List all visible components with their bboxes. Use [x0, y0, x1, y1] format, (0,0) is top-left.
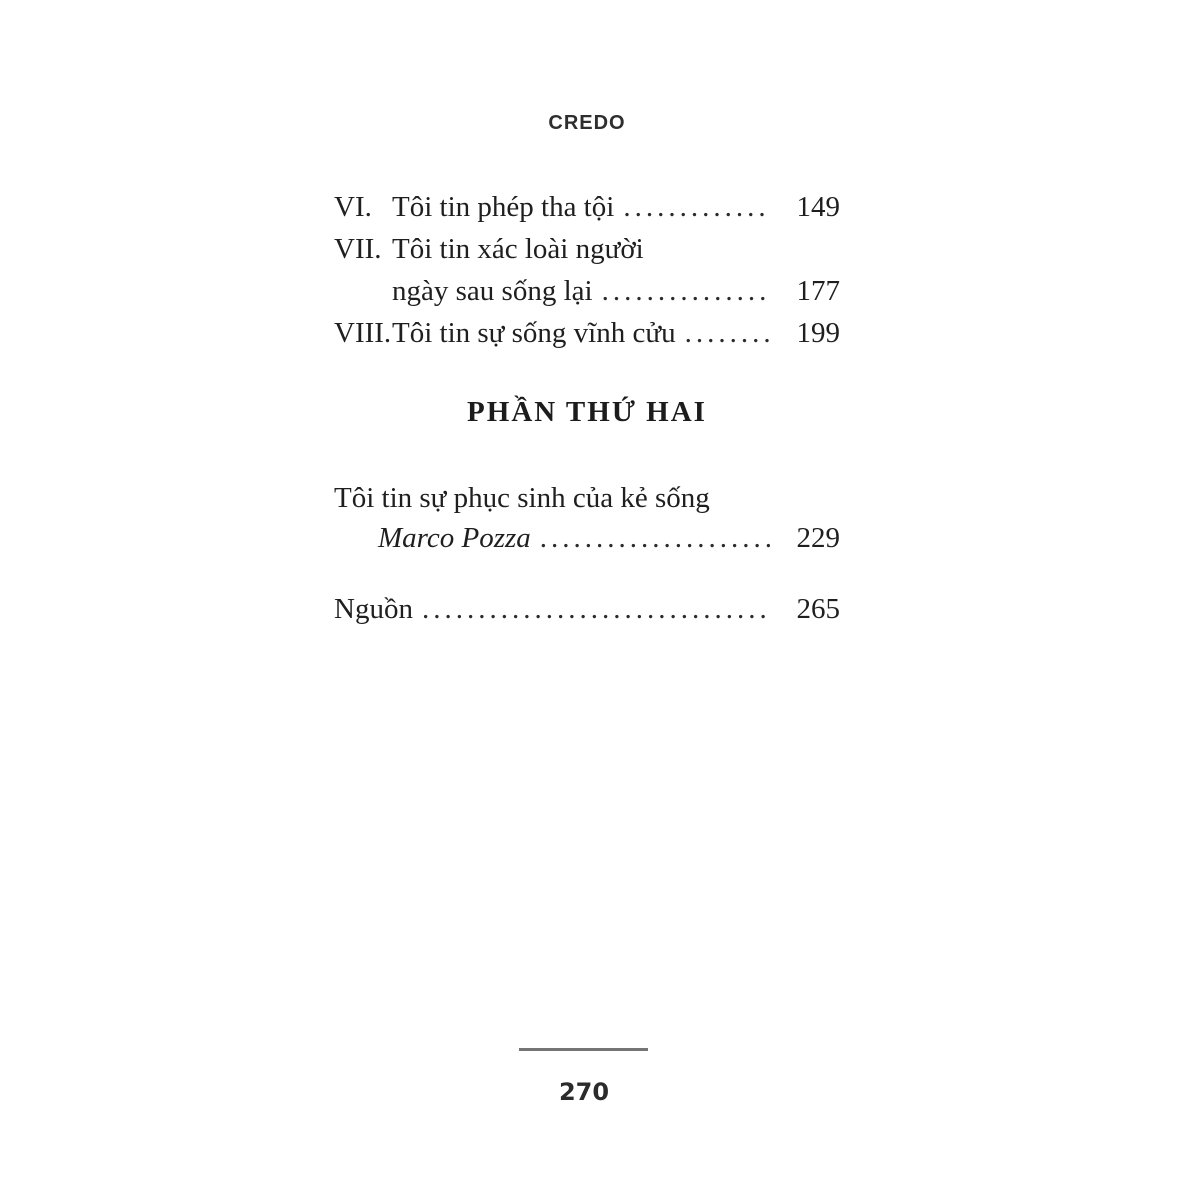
page-number: 270	[558, 1078, 610, 1106]
footer-rule	[519, 1048, 648, 1051]
toc-entry-title: Tôi tin sự phục sinh của kẻ sống	[334, 482, 710, 514]
toc-entry-title: Nguồn	[334, 593, 413, 625]
toc-entry	[334, 478, 840, 518]
dot-leader	[602, 270, 770, 312]
toc-entry-page-number: 149	[796, 191, 840, 223]
section-heading-part-two: PHẦN THỨ HAI	[467, 396, 707, 428]
toc-sources-list	[334, 588, 840, 630]
dot-leader	[540, 518, 770, 558]
toc-entry	[334, 312, 840, 354]
toc-entry-page-number: 265	[796, 593, 840, 625]
toc-entry-title: Tôi tin xác loài người	[392, 233, 644, 265]
running-header: CREDO	[548, 112, 626, 134]
dot-leader	[422, 588, 770, 630]
dot-leader	[623, 186, 770, 228]
toc-entry-numeral: VIII.	[334, 317, 392, 349]
toc-entry-continuation	[334, 270, 840, 312]
toc-entry-author-line	[334, 518, 840, 558]
toc-entry	[334, 186, 840, 228]
toc-entry-page-number: 177	[796, 275, 840, 307]
toc-entry	[334, 228, 840, 270]
toc-entry-title: Tôi tin phép tha tội	[392, 191, 615, 223]
toc-entry-numeral: VI.	[334, 191, 372, 223]
dot-leader	[685, 312, 770, 354]
toc-entry-title-line2: ngày sau sống lại	[392, 275, 593, 307]
toc-entry-author: Marco Pozza	[378, 522, 531, 554]
toc-part2-list	[334, 478, 840, 558]
toc-entry-title: Tôi tin sự sống vĩnh cửu	[392, 317, 676, 349]
toc-entry	[334, 588, 840, 630]
toc-entry-page-number: 229	[796, 522, 840, 554]
toc-part1-list	[334, 186, 840, 354]
toc-entry-page-number: 199	[796, 317, 840, 349]
toc-entry-numeral: VII.	[334, 233, 382, 265]
